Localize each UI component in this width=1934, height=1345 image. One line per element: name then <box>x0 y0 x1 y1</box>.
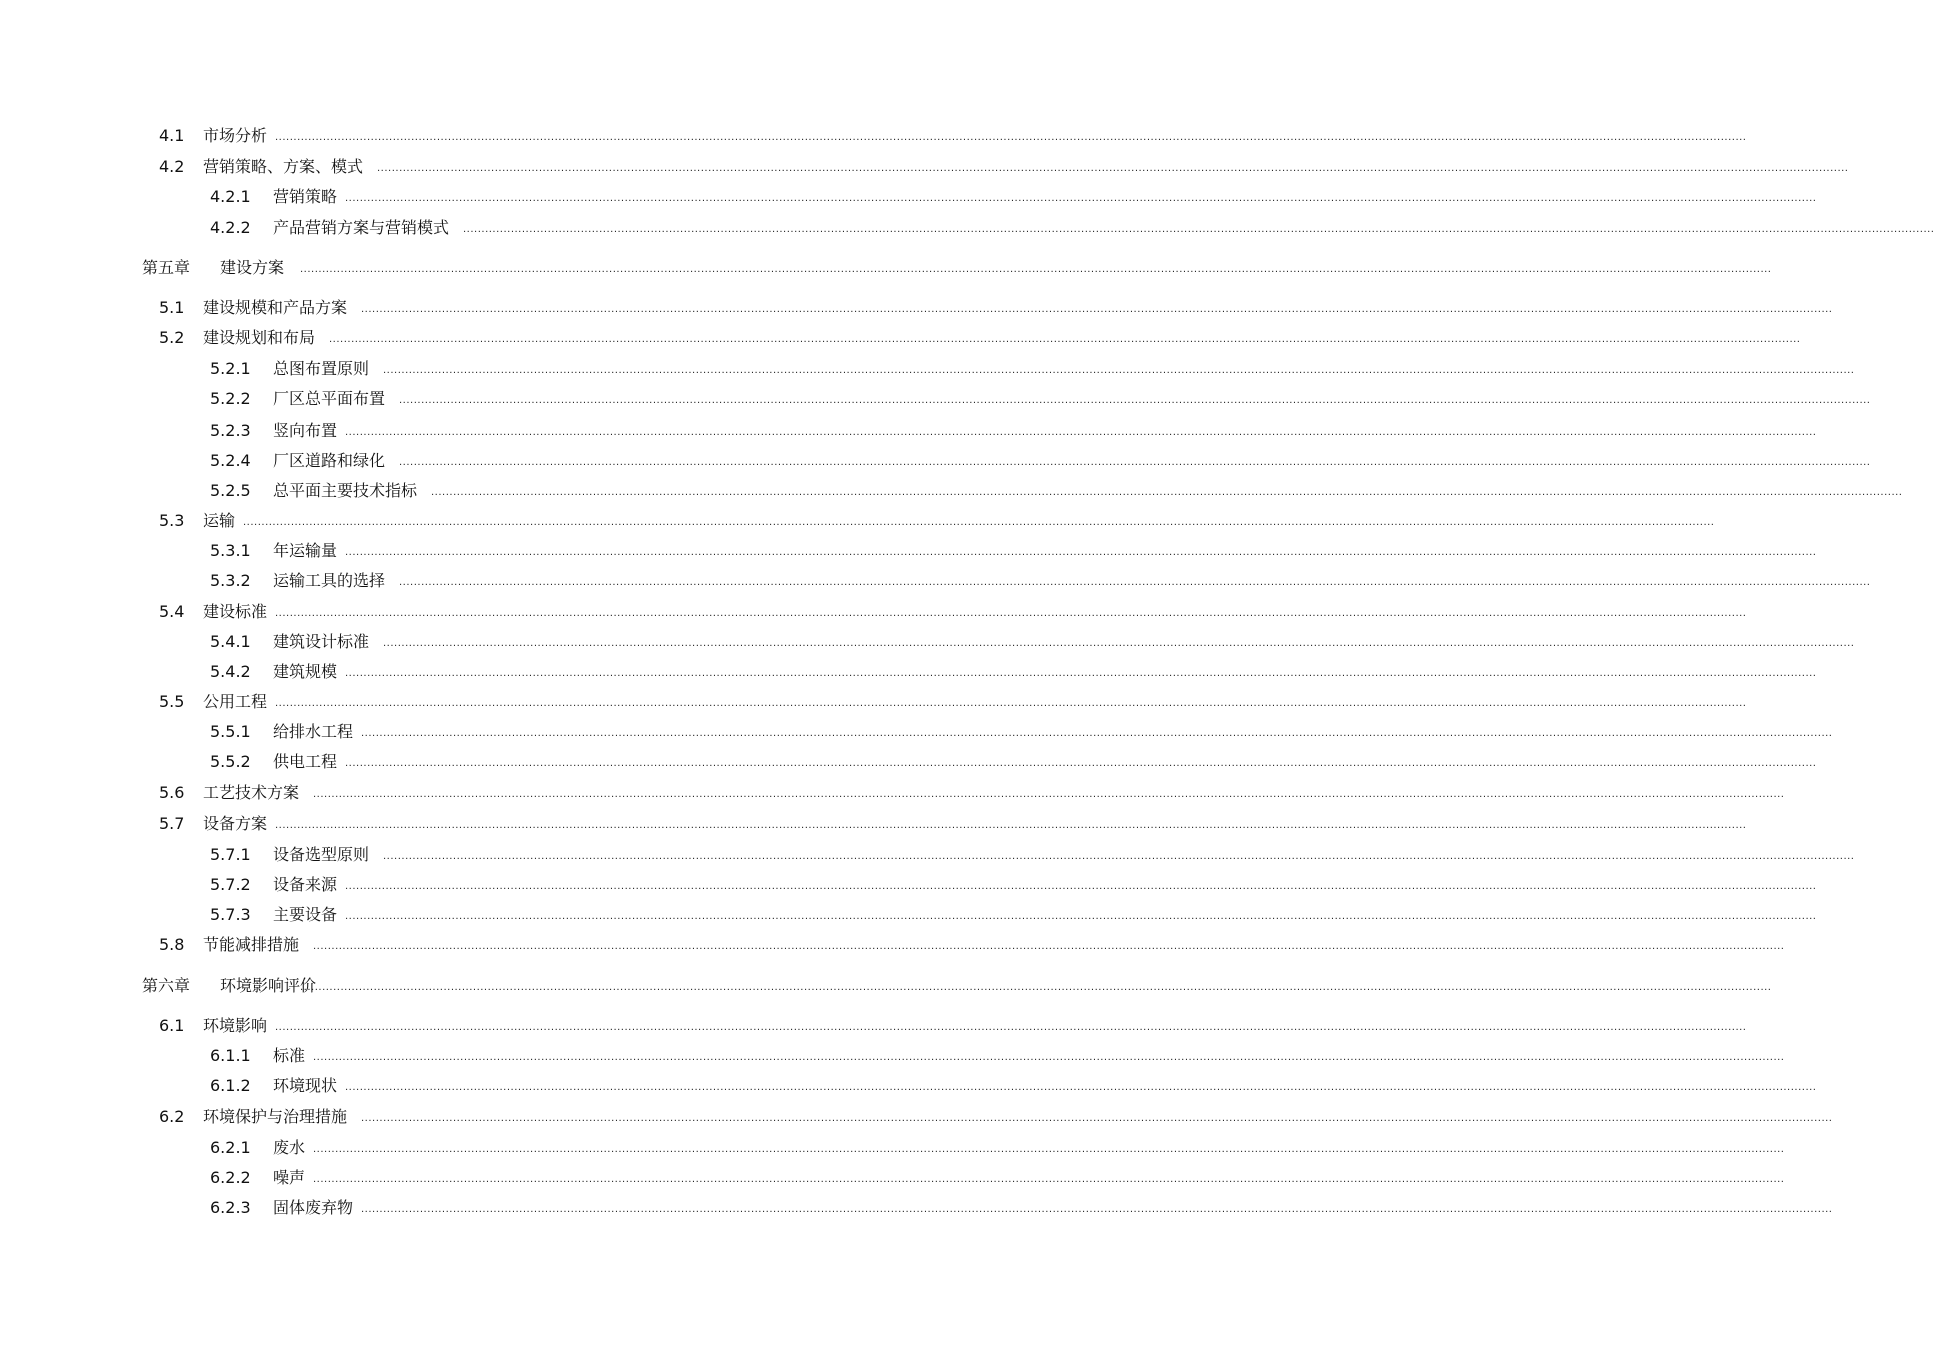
dot-leader: ................................................................................................................................................................................................................................................................................................................................................................................................................ <box>329 334 1801 345</box>
toc-entry-number: 6.2.1 <box>210 1138 251 1157</box>
dot-leader: ................................................................................................................................................................................................................................................................................................................................................................................................................ <box>243 517 1715 528</box>
toc-entry-number: 6.2 <box>159 1107 185 1126</box>
toc-entry[interactable] <box>0 449 1871 473</box>
toc-entry-number: 5.3.1 <box>210 541 251 560</box>
dot-leader: ................................................................................................................................................................................................................................................................................................................................................................................................................ <box>399 577 1871 588</box>
toc-entry-title: 运输 <box>203 511 236 530</box>
dot-leader: ................................................................................................................................................................................................................................................................................................................................................................................................................ <box>275 132 1747 143</box>
dot-leader: ................................................................................................................................................................................................................................................................................................................................................................................................................ <box>275 1022 1747 1033</box>
toc-entry-title: 环境影响评价 <box>220 976 317 995</box>
toc-entry-title: 噪声 <box>273 1168 306 1187</box>
toc-entry-title: 公用工程 <box>203 692 268 711</box>
toc-entry-number: 6.1.1 <box>210 1046 251 1065</box>
dot-leader: ................................................................................................................................................................................................................................................................................................................................................................................................................ <box>275 608 1747 619</box>
toc-entry-number: 5.2.4 <box>210 451 251 470</box>
toc-entry[interactable] <box>0 843 1855 867</box>
toc-entry-number: 5.5.2 <box>210 752 251 771</box>
toc-entry[interactable] <box>0 690 1747 714</box>
dot-leader: ................................................................................................................................................................................................................................................................................................................................................................................................................ <box>345 547 1817 558</box>
toc-entry[interactable] <box>0 933 1785 957</box>
toc-entry-title: 建筑设计标准 <box>273 632 370 651</box>
dot-leader: ................................................................................................................................................................................................................................................................................................................................................................................................................ <box>300 264 1772 275</box>
toc-entry[interactable] <box>0 216 1934 240</box>
dot-leader: ................................................................................................................................................................................................................................................................................................................................................................................................................ <box>275 820 1747 831</box>
toc-entry-number: 5.7.2 <box>210 875 251 894</box>
toc-entry[interactable] <box>0 873 1817 897</box>
toc-entry-number: 6.1.2 <box>210 1076 251 1095</box>
toc-entry-number: 5.7.1 <box>210 845 251 864</box>
dot-leader: ................................................................................................................................................................................................................................................................................................................................................................................................................ <box>361 728 1833 739</box>
toc-entry-number: 4.2.2 <box>210 218 251 237</box>
toc-entry-number: 5.3.2 <box>210 571 251 590</box>
toc-entry-title: 节能减排措施 <box>203 935 300 954</box>
toc-entry[interactable] <box>0 509 1715 533</box>
toc-entry[interactable] <box>0 1105 1833 1129</box>
toc-entry-number: 5.5.1 <box>210 722 251 741</box>
toc-entry-title: 环境保护与治理措施 <box>203 1107 348 1126</box>
toc-entry-title: 固体废弃物 <box>273 1198 354 1217</box>
toc-entry-title: 给排水工程 <box>273 722 354 741</box>
toc-entry[interactable] <box>0 387 1871 411</box>
dot-leader: ................................................................................................................................................................................................................................................................................................................................................................................................................ <box>383 638 1855 649</box>
dot-leader: ................................................................................................................................................................................................................................................................................................................................................................................................................ <box>383 851 1855 862</box>
toc-entry[interactable] <box>0 630 1855 654</box>
toc-entry-title: 设备选型原则 <box>273 845 370 864</box>
toc-entry[interactable] <box>0 812 1747 836</box>
toc-entry[interactable] <box>0 185 1817 209</box>
dot-leader: ................................................................................................................................................................................................................................................................................................................................................................................................................ <box>313 1052 1785 1063</box>
toc-entry-title: 主要设备 <box>273 905 338 924</box>
toc-entry-number: 4.1 <box>159 126 185 145</box>
toc-entry-title: 总平面主要技术指标 <box>273 481 418 500</box>
dot-leader: ................................................................................................................................................................................................................................................................................................................................................................................................................ <box>345 881 1817 892</box>
toc-entry-number: 4.2.1 <box>210 187 251 206</box>
dot-leader: ................................................................................................................................................................................................................................................................................................................................................................................................................ <box>345 427 1817 438</box>
toc-chapter-entry[interactable] <box>0 974 1772 998</box>
toc-entry-number: 5.7 <box>159 814 185 833</box>
toc-entry-title: 设备来源 <box>273 875 338 894</box>
toc-entry-title: 废水 <box>273 1138 306 1157</box>
toc-entry-number: 6.2.3 <box>210 1198 251 1217</box>
dot-leader: ................................................................................................................................................................................................................................................................................................................................................................................................................ <box>313 789 1785 800</box>
toc-entry-number: 4.2 <box>159 157 185 176</box>
toc-entry[interactable] <box>0 1074 1817 1098</box>
toc-entry[interactable] <box>0 1166 1785 1190</box>
dot-leader: ................................................................................................................................................................................................................................................................................................................................................................................................................ <box>345 758 1817 769</box>
toc-entry-number: 6.2.2 <box>210 1168 251 1187</box>
toc-entry[interactable] <box>0 600 1747 624</box>
toc-entry-number: 5.2.3 <box>210 421 251 440</box>
toc-entry-number: 5.4 <box>159 602 185 621</box>
dot-leader: ................................................................................................................................................................................................................................................................................................................................................................................................................ <box>431 487 1903 498</box>
toc-entry-number: 5.5 <box>159 692 185 711</box>
toc-entry-number: 5.6 <box>159 783 185 802</box>
toc-entry[interactable] <box>0 569 1871 593</box>
toc-entry-title: 营销策略 <box>273 187 338 206</box>
toc-entry-title: 环境现状 <box>273 1076 338 1095</box>
toc-entry[interactable] <box>0 124 1747 148</box>
toc-entry[interactable] <box>0 660 1817 684</box>
toc-entry-number: 5.8 <box>159 935 185 954</box>
dot-leader: ................................................................................................................................................................................................................................................................................................................................................................................................................ <box>300 982 1772 993</box>
toc-entry-title: 建设规模和产品方案 <box>203 298 348 317</box>
toc-entry[interactable] <box>0 1196 1833 1220</box>
dot-leader: ................................................................................................................................................................................................................................................................................................................................................................................................................ <box>345 668 1817 679</box>
dot-leader: ................................................................................................................................................................................................................................................................................................................................................................................................................ <box>313 941 1785 952</box>
toc-entry-title: 竖向布置 <box>273 421 338 440</box>
toc-entry[interactable] <box>0 750 1817 774</box>
toc-entry-number: 5.2.2 <box>210 389 251 408</box>
toc-entry-number: 5.2.5 <box>210 481 251 500</box>
toc-entry[interactable] <box>0 155 1849 179</box>
toc-entry-title: 运输工具的选择 <box>273 571 386 590</box>
toc-entry-title: 总图布置原则 <box>273 359 370 378</box>
toc-entry[interactable] <box>0 903 1817 927</box>
dot-leader: ................................................................................................................................................................................................................................................................................................................................................................................................................ <box>345 193 1817 204</box>
dot-leader: ................................................................................................................................................................................................................................................................................................................................................................................................................ <box>399 457 1871 468</box>
toc-entry-number: 第六章 <box>142 976 191 995</box>
toc-entry-title: 建设方案 <box>220 258 285 277</box>
dot-leader: ................................................................................................................................................................................................................................................................................................................................................................................................................ <box>399 395 1871 406</box>
toc-entry-number: 第五章 <box>142 258 191 277</box>
toc-entry-title: 厂区道路和绿化 <box>273 451 386 470</box>
toc-entry-title: 建设规划和布局 <box>203 328 316 347</box>
toc-entry[interactable] <box>0 479 1903 503</box>
toc-entry[interactable] <box>0 720 1833 744</box>
toc-entry-title: 市场分析 <box>203 126 268 145</box>
toc-chapter-entry[interactable] <box>0 256 1772 280</box>
toc-entry[interactable] <box>0 357 1855 381</box>
toc-entry-title: 年运输量 <box>273 541 338 560</box>
toc-entry-title: 工艺技术方案 <box>203 783 300 802</box>
dot-leader: ................................................................................................................................................................................................................................................................................................................................................................................................................ <box>463 224 1934 235</box>
toc-entry-title: 供电工程 <box>273 752 338 771</box>
toc-entry-title: 建设标准 <box>203 602 268 621</box>
toc-entry[interactable] <box>0 1014 1747 1038</box>
toc-entry[interactable] <box>0 296 1833 320</box>
toc-entry-title: 建筑规模 <box>273 662 338 681</box>
toc-entry-number: 5.4.1 <box>210 632 251 651</box>
toc-entry[interactable] <box>0 781 1785 805</box>
toc-entry-number: 5.7.3 <box>210 905 251 924</box>
dot-leader: ................................................................................................................................................................................................................................................................................................................................................................................................................ <box>361 304 1833 315</box>
dot-leader: ................................................................................................................................................................................................................................................................................................................................................................................................................ <box>345 1082 1817 1093</box>
dot-leader: ................................................................................................................................................................................................................................................................................................................................................................................................................ <box>313 1144 1785 1155</box>
toc-entry[interactable] <box>0 1044 1785 1068</box>
toc-entry-number: 6.1 <box>159 1016 185 1035</box>
toc-entry-number: 5.2.1 <box>210 359 251 378</box>
toc-entry[interactable] <box>0 539 1817 563</box>
dot-leader: ................................................................................................................................................................................................................................................................................................................................................................................................................ <box>313 1174 1785 1185</box>
dot-leader: ................................................................................................................................................................................................................................................................................................................................................................................................................ <box>361 1204 1833 1215</box>
toc-entry-title: 环境影响 <box>203 1016 268 1035</box>
dot-leader: ................................................................................................................................................................................................................................................................................................................................................................................................................ <box>377 163 1849 174</box>
dot-leader: ................................................................................................................................................................................................................................................................................................................................................................................................................ <box>361 1113 1833 1124</box>
dot-leader: ................................................................................................................................................................................................................................................................................................................................................................................................................ <box>383 365 1855 376</box>
toc-entry-number: 5.1 <box>159 298 185 317</box>
dot-leader: ................................................................................................................................................................................................................................................................................................................................................................................................................ <box>345 911 1817 922</box>
dot-leader: ................................................................................................................................................................................................................................................................................................................................................................................................................ <box>275 698 1747 709</box>
toc-entry-title: 厂区总平面布置 <box>273 389 386 408</box>
toc-entry-title: 设备方案 <box>203 814 268 833</box>
toc-entry[interactable] <box>0 1136 1785 1160</box>
toc-entry-title: 产品营销方案与营销模式 <box>273 218 450 237</box>
toc-entry-number: 5.3 <box>159 511 185 530</box>
toc-entry[interactable] <box>0 419 1817 443</box>
toc-entry-number: 5.2 <box>159 328 185 347</box>
toc-entry-number: 5.4.2 <box>210 662 251 681</box>
toc-entry-title: 营销策略、方案、模式 <box>203 157 364 176</box>
toc-entry-title: 标准 <box>273 1046 306 1065</box>
toc-entry[interactable] <box>0 326 1801 350</box>
